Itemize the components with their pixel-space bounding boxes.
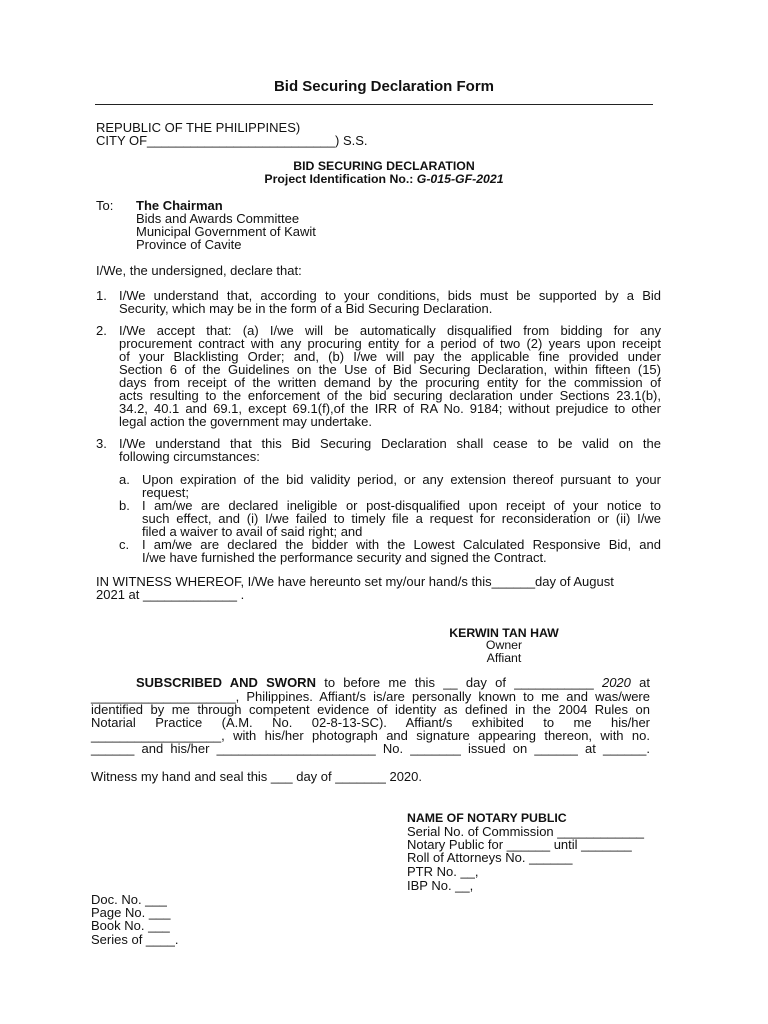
item-line: I/We understand that this Bid Securing Declaration shall cease to be valid on the [119,436,661,451]
subitem-line: such effect, and (i) I/we failed to timely file a request for reconsideration or (ii) I/we [142,511,661,526]
subitem-line: I/we have furnished the performance security and signed the Contract. [142,550,547,565]
notary-line: Roll of Attorneys No. ______ [407,850,573,865]
docket-line: Page No. ___ [91,905,171,920]
jurat-line: identified by me through competent evidence of identity as defined in the 2004 Rules on [91,702,650,717]
jurat-lead: SUBSCRIBED AND SWORN [136,675,316,690]
title-divider [95,104,653,105]
item-line: Security, which may be in the form of a Bid Securing Declaration. [119,301,493,316]
subitem-line: Upon expiration of the bid validity period, or any extension thereof pursuant to your [142,472,661,487]
notary-line: IBP No. __, [407,878,474,893]
notary-line: Notary Public for ______ until _______ [407,837,632,852]
item-line: I/We understand that, according to your conditions, bids must be supported by a Bid [119,288,661,303]
jurat-line: ______ and his/her ______________________ No. _______ issued on ______ at ______. [91,741,650,756]
item-line: 34.2, 40.1 and 69.1, except 69.1(f),of the IRR of RA No. 9184; without prejudice to other [119,401,661,416]
jurat-year: 2020 [601,675,631,690]
venue-city: CITY OF__________________________) S.S. [96,133,368,148]
witness-whereof-line: 2021 at _____________ . [96,587,245,602]
subitem-line: I am/we are declared ineligible or post-disqualified upon receipt of your notice to [142,498,661,513]
addressee-name: The Chairman [136,198,223,213]
jurat-line: Notarial Practice (A.M. No. 02-8-13-SC). Affiant/s exhibited to me his/her [91,715,650,730]
item-number: 1. [96,288,107,303]
item-line: Section 6 of the Guidelines on the Use of Bid Securing Declaration, within fifteen (15) [119,362,661,377]
project-id-line [0,173,768,186]
intro-text: I/We, the undersigned, declare that: [96,263,302,278]
project-id-value: G-015-GF-2021 [416,172,504,186]
item-line: following circumstances: [119,449,260,464]
witness-whereof-line: IN WITNESS WHEREOF, I/We have hereunto set my/our hand/s this______day of August [96,574,614,589]
notary-name: NAME OF NOTARY PUBLIC [407,811,567,825]
subitem-letter: b. [119,498,130,513]
item-number: 2. [96,323,107,338]
subitem-line: request; [142,485,189,500]
item-line: legal action the government may undertake. [119,414,372,429]
project-id-label: Project Identification No.: [264,172,417,186]
addressee-line: Municipal Government of Kawit [136,224,316,239]
subitem-letter: c. [119,537,130,552]
jurat-first-line [136,676,650,689]
signatory-role: Owner [485,638,523,652]
subitem-line: I am/we are declared the bidder with the Lowest Calculated Responsive Bid, and [142,537,661,552]
docket-line: Book No. ___ [91,918,170,933]
item-line: I/We accept that: (a) I/we will be automatically disqualified from bidding for any [119,323,661,338]
docket-line: Doc. No. ___ [91,892,167,907]
venue-republic: REPUBLIC OF THE PHILIPPINES) [96,120,301,135]
signatory-role: Affiant [486,651,522,665]
jurat-text: at [630,675,650,690]
jurat-line: __________________, with his/her photograph and signature appearing thereon, with no. [91,728,650,743]
page-title: Bid Securing Declaration Form [273,78,495,95]
notary-line: Serial No. of Commission ____________ [407,824,645,839]
docket-line: Series of ____. [91,932,179,947]
item-line: of your Blacklisting Order; and, (b) I/we will pay the applicable fine provided under [119,349,661,364]
notary-line: PTR No. __, [407,864,479,879]
addressee-line: Bids and Awards Committee [136,211,300,226]
item-line: acts resulting to the enforcement of the bid securing declaration under Sections 23.1(b), [119,388,661,403]
jurat-text: to before me this __ day of ___________ [315,675,602,690]
witness-hand-line: Witness my hand and seal this ___ day of _______ 2020. [91,769,422,784]
declaration-heading: BID SECURING DECLARATION [293,159,475,173]
item-number: 3. [96,436,107,451]
item-line: procurement contract with any procuring entity for a period of two (2) years upon receipt [119,336,661,351]
subitem-letter: a. [119,472,130,487]
subitem-line: filed a waiver to avail of said right; and [142,524,363,539]
to-label: To: [96,198,114,213]
addressee-line: Province of Cavite [136,237,242,252]
jurat-line: ____________________, Philippines. Affiant/s is/are personally known to me and was/were [91,689,650,704]
signatory-name: KERWIN TAN HAW [449,626,559,640]
item-line: days from receipt of the written demand by the procuring entity for the commission of [119,375,661,390]
